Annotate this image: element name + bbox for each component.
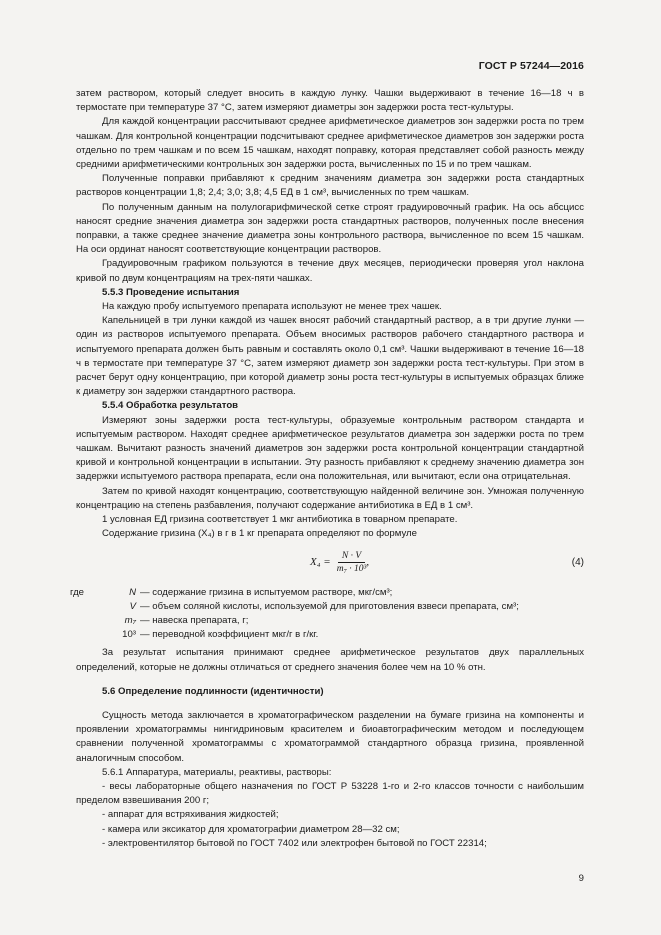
- formula-numerator: N · V: [338, 550, 365, 563]
- list-item: - аппарат для встряхивания жидкостей;: [102, 809, 279, 821]
- formula-fraction: [336, 550, 370, 575]
- section-heading-56: 5.6 Определение подлинности (идентичности): [102, 685, 324, 697]
- formula-lhs: X₄ =: [310, 555, 331, 568]
- paragraph: Сущность метода заключается в хроматографическом разделении на бумаге гризина на компоненты и проявлении хроматограммы нингидриновым красителем и биоавтографическим методом и последующем сравнении полученной хроматограммы с хроматограммой стандартного образца гризина, проявленной аналогичным способом.: [76, 709, 584, 764]
- list-item: - камера или эксикатор для хроматографии диаметром 28—32 см;: [102, 823, 400, 835]
- paragraph: Затем по кривой находят концентрацию, соответствующую найденной величине зон. Умножая полученную концентрацию на степень разбавления, получают содержание антибиотика в ЕД в 1 см³.: [76, 485, 584, 511]
- paragraph: Капельницей в три лунки каждой из чашек вносят рабочий стандартный раствор, а в три другие лунки — один из растворов испытуемого препарата. Объем вносимых растворов рабочего стандартного раствора и испытуемого препарата должен быть равным и составлять около 0,1 см³. Чашки выдерживают в течение 16—18 ч в термостате при температуре 37 °С, затем измеряют диаметр зон задержки роста тест-культуры. При этом в расчет берут одну концентрацию, при которой диаметр зоны роста тест-культуры в испытуемых образцах ближе к диаметру зон задержки стандартного раствора.: [76, 315, 584, 398]
- definition-row: [76, 600, 584, 614]
- list-item: - весы лабораторные общего назначения по ГОСТ Р 53228 1-го и 2-го классов точности с наибольшим пределом взвешивания 200 г;: [76, 780, 584, 807]
- definition-lead: где: [70, 586, 85, 598]
- paragraph: затем раствором, который следует вносить в каждую лунку. Чашки выдерживают в течение 16—18 ч в термостате при температуре 37 °С, затем измеряют диаметры зон задержки роста тест-культуры.: [76, 88, 584, 114]
- paragraph: По полученным данным на полулогарифмической сетке строят градуировочный график. На ось абсцисс наносят средние значения диаметра зон задержки роста стандартных растворов, полученных после внесения поправки, а также среднее значение диаметра зоны контрольного раствора, вычисленное по всем 15 чашкам. На оси ординат наносят соответствующие концентрации растворов.: [76, 201, 584, 256]
- definition-text: — объем соляной кислоты, используемой для приготовления взвеси препарата, см³;: [140, 600, 519, 612]
- formula-denominator: m₇ · 10³: [336, 563, 367, 574]
- formula-4: [76, 548, 584, 582]
- formula-number: (4): [571, 556, 584, 568]
- definition-symbol: m₇: [124, 614, 136, 626]
- list-title-561: 5.6.1 Аппаратура, материалы, реактивы, растворы:: [102, 766, 332, 778]
- page-number: 9: [578, 873, 584, 884]
- document-body: [70, 87, 584, 851]
- definitions-list: [70, 586, 584, 643]
- definition-symbol: N: [129, 586, 136, 598]
- formula-trailing: ,: [366, 555, 370, 568]
- list-item: - электровентилятор бытовой по ГОСТ 7402 или электрофен бытовой по ГОСТ 22314;: [102, 837, 487, 849]
- paragraph: За результат испытания принимают среднее арифметическое результатов двух параллельных определений, которые не должны отличаться от среднего значения более чем на 10 % отн.: [76, 647, 584, 673]
- definition-text: — навеска препарата, г;: [140, 614, 249, 626]
- paragraph: 1 условная ЕД гризина соответствует 1 мкг антибиотика в товарном препарате.: [102, 514, 458, 526]
- paragraph: На каждую пробу испытуемого препарата используют не менее трех чашек.: [102, 301, 442, 313]
- definition-text: — содержание гризина в испытуемом растворе, мкг/см³;: [140, 586, 393, 598]
- definition-row: [76, 628, 584, 642]
- section-heading-553: 5.5.3 Проведение испытания: [102, 286, 240, 298]
- paragraph: Градуировочным графиком пользуются в течение двух месяцев, периодически проверяя угол наклона кривой по двум концентрациям на трех-пяти чашках.: [76, 258, 584, 284]
- definition-row: [76, 614, 584, 628]
- definition-text: — переводной коэффициент мкг/г в г/кг.: [140, 629, 319, 641]
- paragraph: Измеряют зоны задержки роста тест-культуры, образуемые контрольным раствором стандарта и испытуемым раствором. Находят среднее арифметическое результатов диаметра зон задержки роста по трем чашкам. Вычитают разность значений диаметров зон задержки роста контрольной концентрации стандартной кривой и контрольной концентрации в испытании. Эту разность прибавляют к среднему значению диаметра зон задержки испытуемого раствора препарата, если она положительная, или вычитают, если она отрицательная.: [76, 414, 584, 483]
- paragraph: Полученные поправки прибавляют к средним значениям диаметра зон задержки роста стандартных растворов концентрации 1,8; 2,4; 3,0; 3,8; 4,5 ЕД в 1 см³, вычисленных по трем чашкам.: [76, 173, 584, 199]
- definition-symbol: 10³: [122, 629, 136, 641]
- definition-row: [70, 586, 584, 600]
- paragraph: Для каждой концентрации рассчитывают среднее арифметическое диаметров зон задержки роста по трем чашкам. Для контрольной концентрации подсчитывают среднее арифметическое диаметров зон задержки роста отдельно по трем чашкам и по всем 15 чашкам, находят поправку, которая представляет собой разность между средними арифметическими контрольных зон задержки роста, вычисленных по 15 и по трем чашкам.: [76, 116, 584, 171]
- paragraph: Содержание гризина (X₄) в г в 1 кг препарата определяют по формуле: [102, 528, 417, 540]
- definition-symbol: V: [129, 600, 136, 612]
- section-heading-554: 5.5.4 Обработка результатов: [102, 400, 239, 412]
- standard-header: ГОСТ Р 57244—2016: [478, 60, 584, 72]
